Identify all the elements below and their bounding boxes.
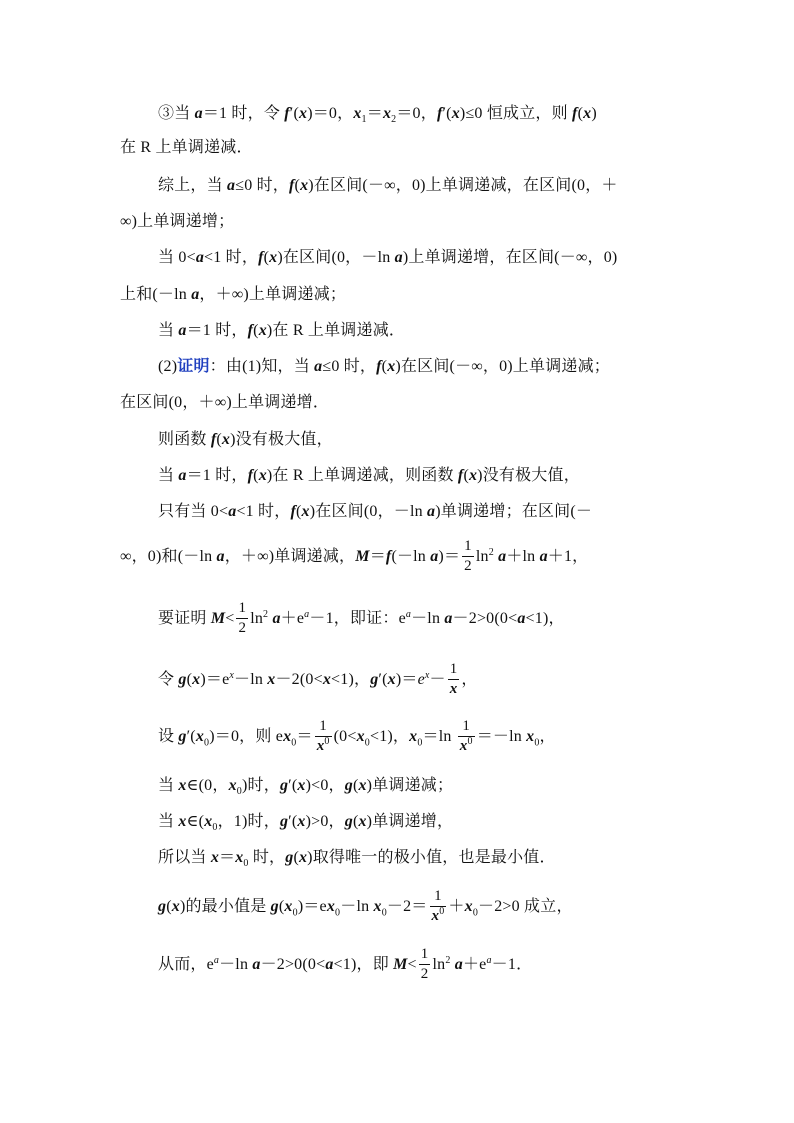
text-line-16: 设 $g'(x_0)=0$，则 $ex_0=$ $\frac{1}{x^0}$ $(0<x_0<1)$，$x_0=\ln$ $\frac{1}{x^0}$ ＝－ln $x_0$， [158, 718, 556, 754]
fraction-one-over-x0: $\frac{1}{x^0}$ [459, 718, 473, 754]
text-line-2: 在 R 上单调递减． [120, 139, 253, 156]
text-line-18: 当 $x\in(x_0$，1)时，g′(x)>0，g(x)单调递增， [158, 813, 454, 834]
text-line-20: g(x)的最小值是 $g(x_0)=ex_0-\ln$ $x_0-2=$ $\frac{1}{x^0}$ $+x_0-2>0$ 成立， [158, 888, 573, 924]
text-line-12: 只有当 0<a<1 时，f(x)在区间(0，－ln a)单调递增；在区间(－ [158, 503, 593, 520]
text-line-7: 当 a＝1 时，f(x)在 R 上单调递减． [158, 322, 406, 339]
fraction-half: $\frac{1}{2}$ [464, 538, 472, 574]
text-line-19: 所以当 $x=x_0$ 时，g(x)取得唯一的极小值，也是最小值． [158, 849, 556, 870]
fraction-one-over-x: $\frac{1}{x}$ [449, 661, 458, 697]
text-line-15: 令 $g(x)=e^x-\ln$ x－2(0<x<1)，$g'(x)=e^x-$ $\frac{1}{x}$ ， [158, 661, 478, 697]
text-line-10: 则函数 f(x)没有极大值， [158, 431, 333, 448]
text-line-4: ∞)上单调递增； [120, 213, 235, 230]
fraction-half: $\frac{1}{2}$ [238, 600, 247, 636]
text-line-5: 当 0<a<1 时，f(x)在区间(0，－ln a)上单调递增，在区间(－∞，0) [158, 249, 618, 266]
text-line-1: ③当 a＝1 时，令 f′(x)＝0，$x_1=x_2=0$，f′(x)≤0 恒成立，则 f(x) [158, 105, 597, 126]
text-line-21: 从而，$e^a-\ln$ a－2>0(0<a<1)，即 M< $\frac{1}{2}$ $\ln^2 a+e^a-1$． [158, 946, 533, 982]
text-line-14: 要证明 M< $\frac{1}{2}$ $\ln^2 a+e^a-1$，即证：$e^a-\ln$ a－2>0(0<a<1)， [158, 600, 565, 636]
proof-label: 证明 [177, 358, 210, 375]
text-line-9: 在区间(0，＋∞)上单调递增． [120, 394, 330, 411]
fraction-one-over-x0: $\frac{1}{x^0}$ [316, 718, 330, 754]
text-line-17: 当 x∈(0，$x_0$)时，g′(x)<0，g(x)单调递减； [158, 777, 454, 798]
text-line-11: 当 a＝1 时，f(x)在 R 上单调递减，则函数 f(x)没有极大值， [158, 467, 580, 484]
fraction-half: $\frac{1}{2}$ [420, 946, 429, 982]
text-line-3: 综上，当 a≤0 时，f(x)在区间(－∞，0)上单调递减，在区间(0，＋ [158, 177, 618, 194]
text-line-13: ∞，0)和(－ln a，＋∞)单调递减，M＝f(－ln a)＝ $\frac{1}{2}$ $\ln^2 a+\ln$ a＋1， [120, 538, 589, 574]
text-line-6: 上和(－ln a，＋∞)上单调递减； [120, 286, 347, 303]
fraction-one-over-x0: $\frac{1}{x^0}$ [431, 888, 445, 924]
text-line-8: (2)证明：由(1)知，当 a≤0 时，f(x)在区间(－∞，0)上单调递减； [158, 358, 610, 375]
